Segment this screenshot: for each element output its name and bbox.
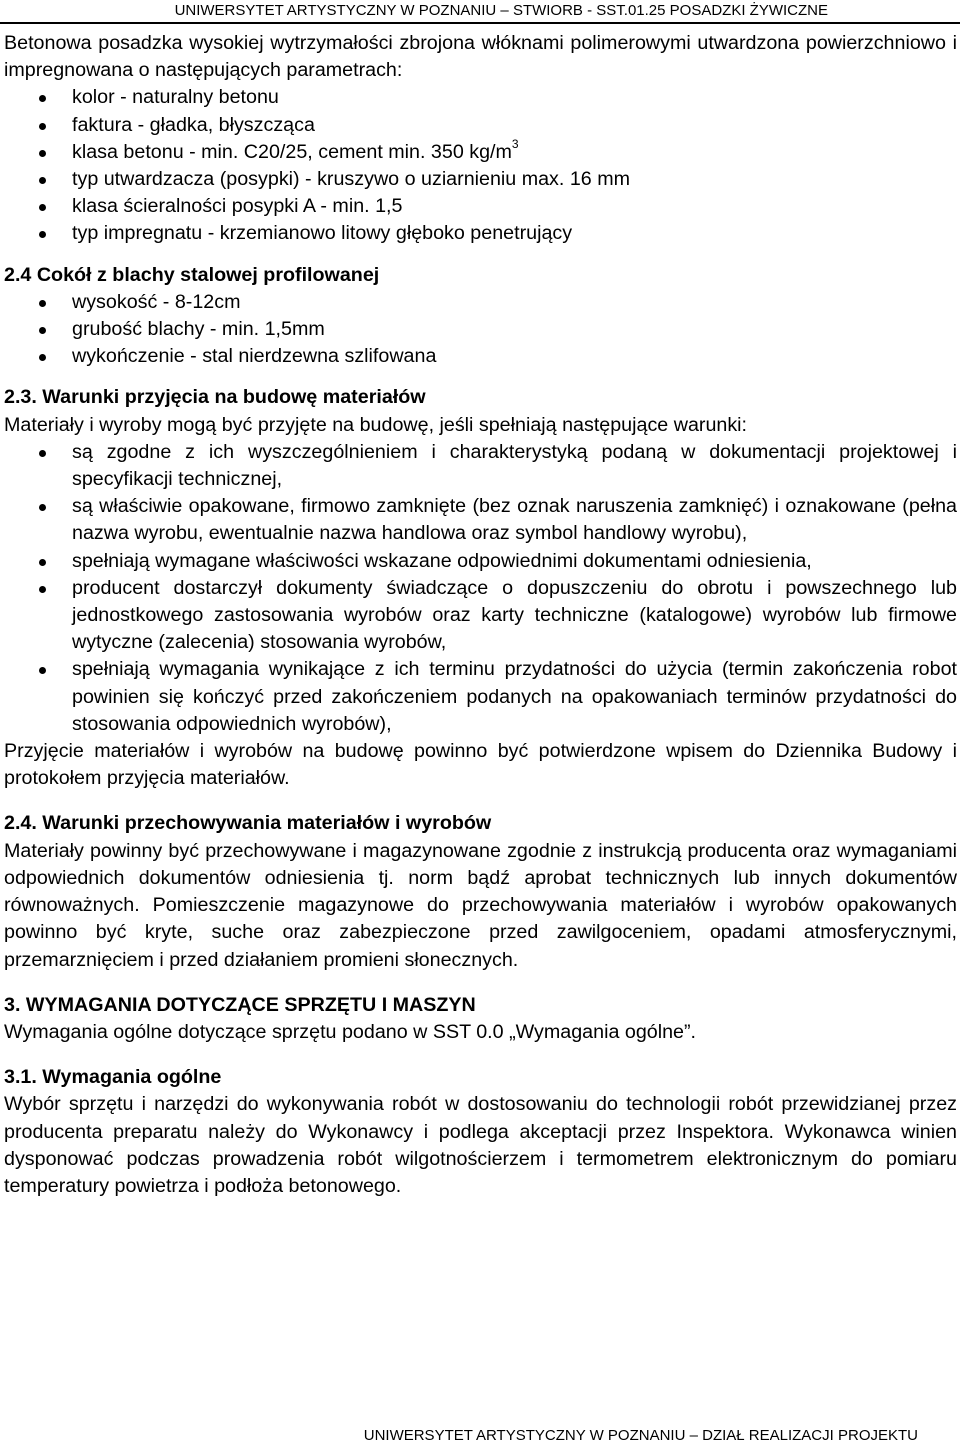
list-item: grubość blachy - min. 1,5mm <box>4 316 957 343</box>
list-item: klasa ścieralności posypki A - min. 1,5 <box>4 193 957 220</box>
intro-parameters-list <box>4 84 957 247</box>
section-heading: 2.3. Warunki przyjęcia na budowę materiałów <box>4 386 426 409</box>
list-item: wysokość - 8-12cm <box>4 289 957 316</box>
section-heading: 2.4. Warunki przechowywania materiałów i wyrobów <box>4 812 492 835</box>
section-heading: 3. WYMAGANIA DOTYCZĄCE SPRZĘTU I MASZYN <box>4 993 476 1016</box>
list-item: są właściwie opakowane, firmowo zamknięte (bez oznak naruszenia zamknięć) i oznakowane (pełna nazwa wyrobu, ewentualnie nazwa handlowa oraz symbol handlowy wyrobu), <box>4 493 957 547</box>
section-heading: 2.4 Cokół z blachy stalowej profilowanej <box>4 263 380 286</box>
section-paragraph: Wybór sprzętu i narzędzi do wykonywania robót w dostosowaniu do technologii robót przewidzianej przez producenta preparatu należy do Wykonawcy i podlega akceptacji przez Inspektora. Wykonawca winien dysponować podczas prowadzenia robót wilgotnościerzem i termometrem elektronicznym do pomiaru temperatury powietrza i podłoża betonowego. <box>4 1093 957 1197</box>
document-body <box>4 30 957 1200</box>
skirting-list <box>4 289 957 371</box>
list-item: typ impregnatu - krzemianowo litowy głęboko penetrujący <box>4 220 957 247</box>
list-item: kolor - naturalny betonu <box>4 84 957 111</box>
page-header: UNIWERSYTET ARTYSTYCZNY W POZNANIU – STWIORB - SST.01.25 POSADZKI ŻYWICZNE <box>0 0 960 24</box>
section-paragraph: Przyjęcie materiałów i wyrobów na budowę powinno być potwierdzone wpisem do Dziennika Budowy i protokołem przyjęcia materiałów. <box>4 740 957 790</box>
list-item: typ utwardzacza (posypki) - kruszywo o uziarnieniu max. 16 mm <box>4 166 957 193</box>
list-item: wykończenie - stal nierdzewna szlifowana <box>4 343 957 370</box>
list-item: producent dostarczył dokumenty świadczące o dopuszczeniu do obrotu i powszechnego lub jednostkowego zastosowania wyrobów oraz karty techniczne (katalogowe) wyrobów lub firmowe wytyczne (zalecenia) stosowania wyrobów, <box>4 575 957 657</box>
intro-paragraph: Betonowa posadzka wysokiej wytrzymałości zbrojona włóknami polimerowymi utwardzona powierzchniowo i impregnowana o następujących parametrach: <box>4 32 957 82</box>
section-paragraph: Materiały i wyroby mogą być przyjęte na budowę, jeśli spełniają następujące warunki: <box>4 413 748 436</box>
page-footer: UNIWERSYTET ARTYSTYCZNY W POZNANIU – DZIAŁ REALIZACJI PROJEKTU <box>363 1427 918 1444</box>
list-item: spełniają wymagane właściwości wskazane odpowiednimi dokumentami odniesienia, <box>4 548 957 575</box>
list-item: spełniają wymagania wynikające z ich terminu przydatności do użycia (termin zakończenia robot powinien się kończyć przed zakończeniem podanych na opakowaniach terminów przydatności do stosowania odpowiednich wyrobów), <box>4 656 957 738</box>
section-paragraph: Wymagania ogólne dotyczące sprzętu podano w SST 0.0 „Wymagania ogólne”. <box>4 1020 697 1043</box>
section-heading: 3.1. Wymagania ogólne <box>4 1066 222 1089</box>
list-item: są zgodne z ich wyszczególnieniem i charakterystyką podaną w dokumentacji projektowej i specyfikacji technicznej, <box>4 439 957 493</box>
acceptance-conditions-list <box>4 439 957 738</box>
list-item <box>4 139 957 166</box>
list-item-text: klasa betonu - min. C20/25, cement min. 350 kg/m <box>72 140 512 163</box>
list-item: faktura - gładka, błyszcząca <box>4 112 957 139</box>
superscript: 3 <box>511 137 519 152</box>
section-paragraph: Materiały powinny być przechowywane i magazynowane zgodnie z instrukcją producenta oraz wymaganiami odpowiednich dokumentów odniesienia tj. norm bądź aprobat technicznych lub innych dokumentów równoważnych. Pomieszczenie magazynowe do przechowywania materiałów i wyrobów opakowanych powinno być kryte, suche oraz zabezpieczone przed zawilgoceniem, opadami atmosferycznymi, przemarznięciem i przed działaniem promieni słonecznych. <box>4 839 957 971</box>
